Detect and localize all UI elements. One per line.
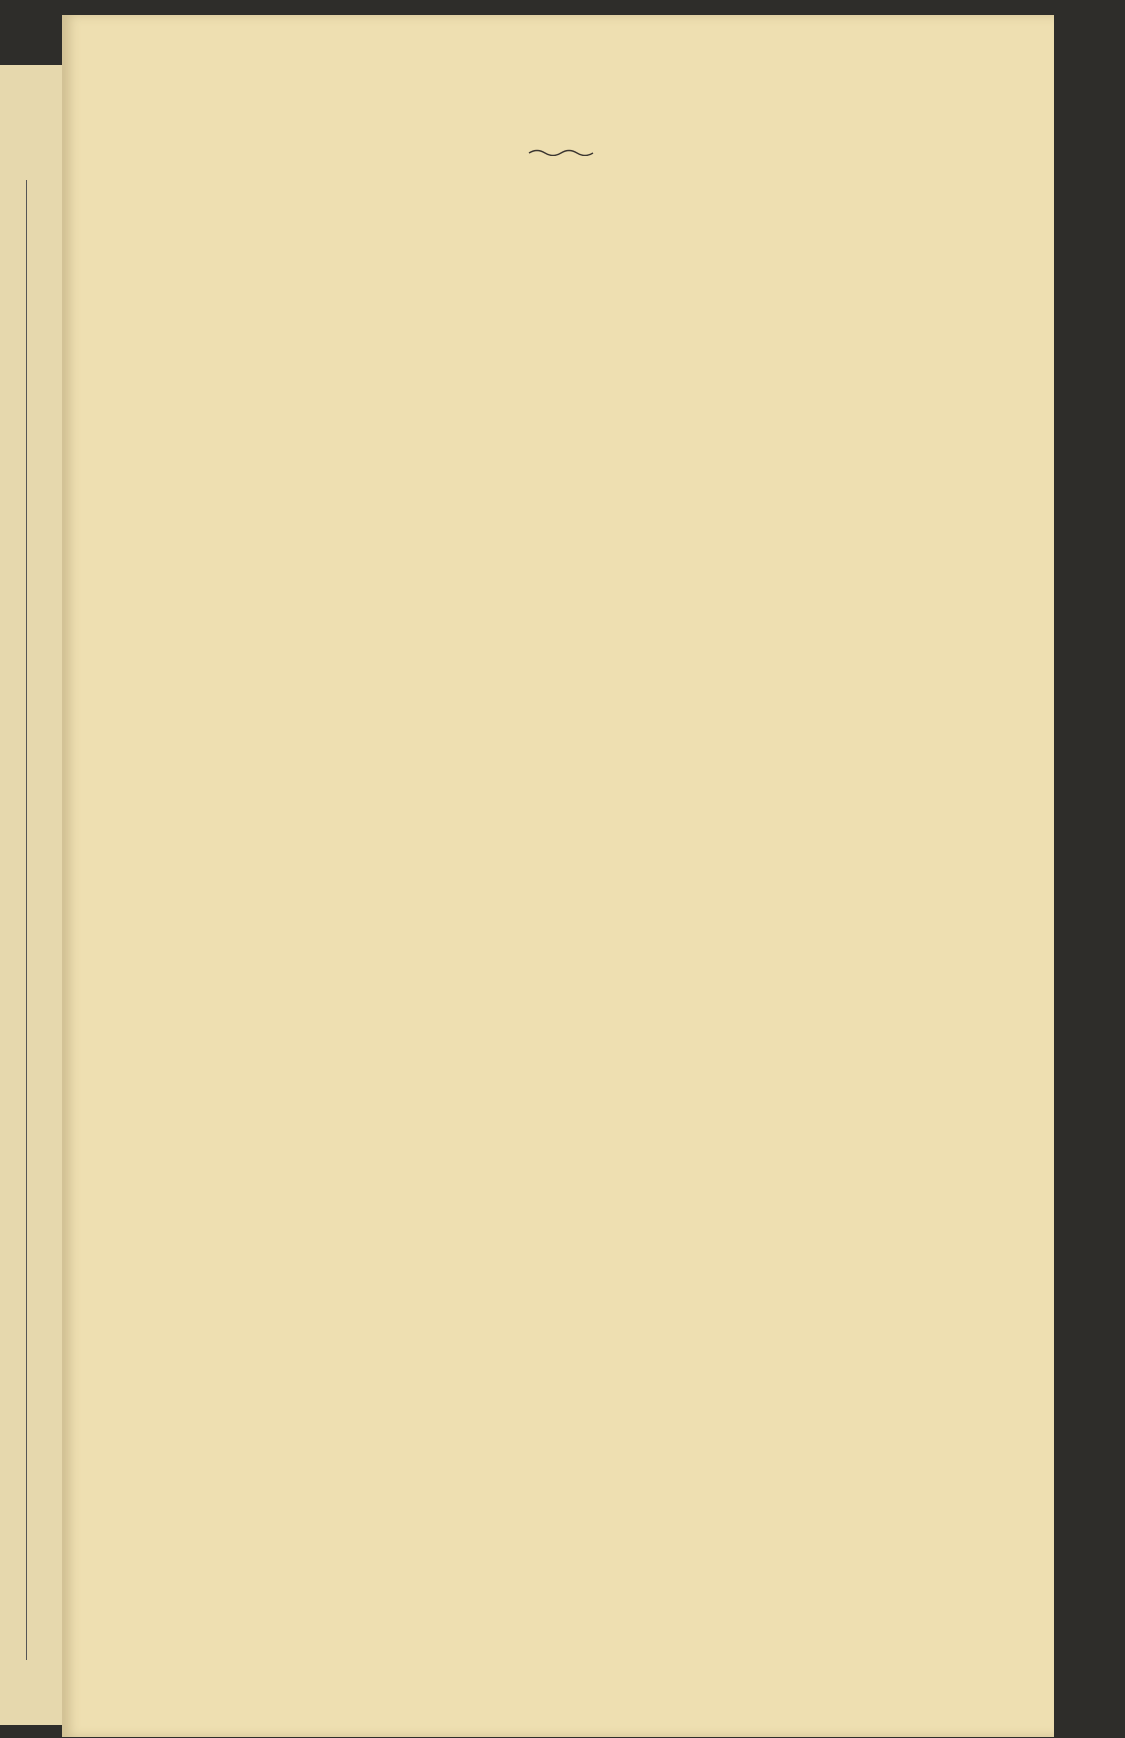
previous-page-margin-strip xyxy=(0,65,62,1725)
strip-rule xyxy=(26,180,27,1660)
schools-cost-table xyxy=(62,15,1054,1737)
book-page xyxy=(62,15,1054,1737)
